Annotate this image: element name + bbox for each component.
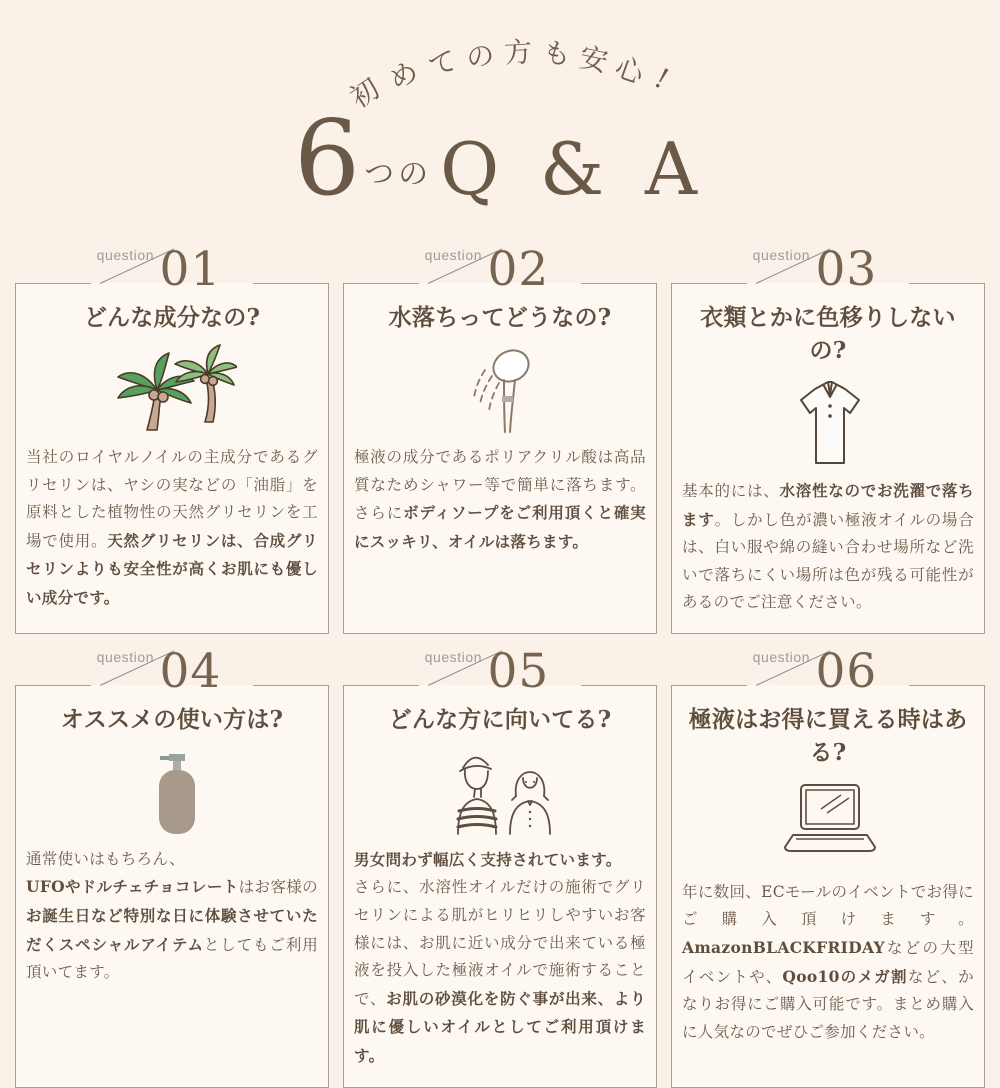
question-title: どんな成分なの?: [83, 304, 261, 331]
question-head: [15, 643, 329, 699]
question-label: question: [424, 648, 483, 665]
pump-bottle-icon: [26, 742, 318, 838]
question-head: [671, 242, 985, 297]
question-label: question: [752, 648, 811, 665]
page-title: [0, 97, 1000, 219]
question-number: 03: [815, 242, 878, 297]
card-box: [343, 685, 657, 1088]
answer-text: 当社のロイヤルノイルの主成分であるグリセリンは、ヤシの実などの「油脂」を原料とした植物性の天然グリセリンを工場で使用。天然グリセリンは、合成グリセリンよりも安全性が高くお肌にも優しい成分です。: [26, 448, 318, 607]
question-title: オススメの使い方は?: [60, 705, 284, 733]
card-box: [15, 283, 329, 634]
card-box: [671, 685, 985, 1088]
polo-shirt-icon: [682, 373, 974, 469]
question-number: 05: [487, 643, 550, 699]
card-box: [15, 685, 329, 1088]
question-head: [343, 242, 657, 297]
qa-card-06: [671, 643, 985, 1088]
question-head: [343, 643, 657, 699]
arc-char: 安: [576, 40, 611, 79]
question-head: [671, 643, 985, 699]
qa-card-04: [15, 643, 329, 1088]
laptop-icon: [682, 775, 974, 871]
arc-char: 方: [503, 35, 533, 70]
qa-card-02: [343, 242, 657, 634]
arc-char: 心: [610, 50, 649, 91]
title-qa: Q & A: [440, 127, 707, 211]
man-woman-icon: [354, 742, 646, 838]
card-box: [343, 283, 657, 634]
answer-text: 年に数回、ECモールのイベントでお得にご購入頂けます。AmazonBLACKFRIDAYなどの大型イベントや、Qoo10のメガ割など、かなりお得にご購入可能です。まとめ購入に人気なのでぜひご参加ください。: [682, 882, 974, 1041]
question-number: 06: [815, 643, 878, 699]
arc-char: も: [541, 36, 573, 71]
question-title: 極液はお得に買える時はある?: [688, 705, 968, 766]
qa-card-03: [671, 242, 985, 634]
header: [0, 0, 1000, 219]
question-title: 水落ちってどうなの?: [388, 304, 612, 331]
palm-trees-icon: [26, 340, 318, 436]
shower-head-icon: [354, 340, 646, 436]
question-number: 02: [487, 242, 550, 297]
answer-text: 極液の成分であるポリアクリル酸は高品質なためシャワー等で簡単に落ちます。さらにボディソープをご利用頂くと確実にスッキリ、オイルは落ちます。: [354, 448, 646, 551]
qa-card-01: [15, 242, 329, 634]
question-number: 01: [159, 242, 222, 297]
question-number: 04: [159, 643, 222, 699]
question-label: question: [96, 648, 155, 665]
answer-text: 男女問わず幅広く支持されています。 さらに、水溶性オイルだけの施術でグリセリンによる肌がヒリヒリしやすいお客様には、お肌に近い成分で出来ている極液を投入した極液オイルで施術することで、お肌の砂漠化を防ぐ事が出来、より肌に優しいオイルとしてご利用頂けます。: [354, 849, 646, 1065]
arc-tagline: [300, 30, 700, 115]
arc-char: !: [648, 61, 675, 96]
arc-char: の: [463, 37, 497, 76]
title-count-suffix: つの: [364, 157, 433, 192]
answer-text: 通常使いはもちろん、 UFOやドルチェチョコレートはお客様のお誕生日など特別な日に体験させていただくスペシャルアイテムとしてもご利用頂いてます。: [26, 849, 319, 982]
question-label: question: [752, 247, 811, 263]
qa-grid: [0, 242, 1000, 1088]
arc-char: て: [424, 43, 461, 84]
answer-text: 基本的には、水溶性なのでお洗濯で落ちます。しかし色が濃い極液オイルの場合は、白い服や綿の縫い合わせ場所など洗いで落ちにくい場所は色が残る可能性があるのでご注意ください。: [682, 481, 975, 612]
title-count: 6: [293, 97, 361, 219]
qa-card-05: [343, 643, 657, 1088]
arc-char: 初: [344, 71, 386, 115]
question-title: 衣類とかに色移りしないの?: [700, 304, 956, 364]
question-label: question: [96, 247, 155, 263]
question-title: どんな方に向いてる?: [388, 705, 612, 733]
card-box: [671, 283, 985, 634]
arc-char: め: [383, 54, 424, 97]
question-label: question: [424, 247, 483, 263]
question-head: [15, 242, 329, 297]
